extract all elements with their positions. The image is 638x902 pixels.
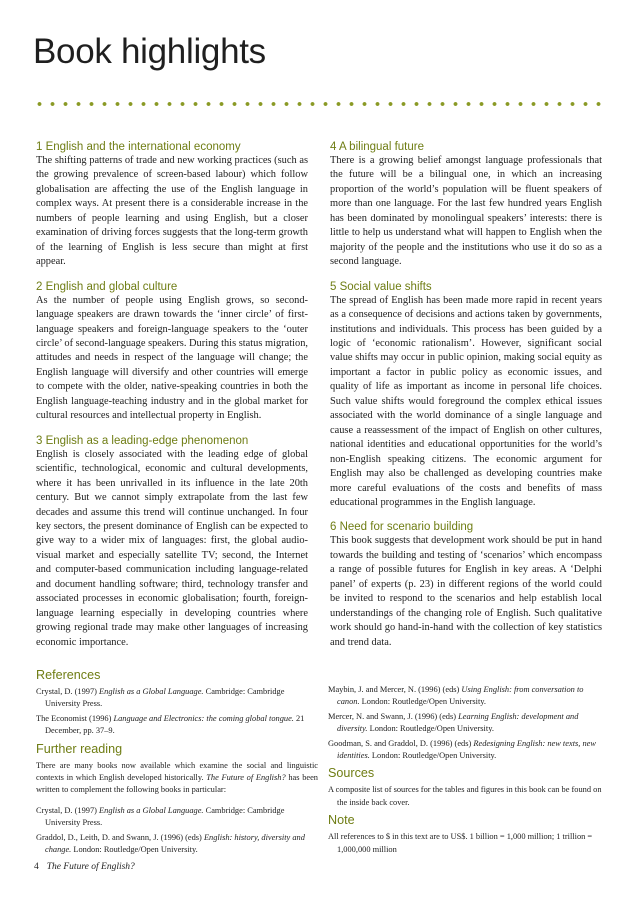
reading-item: Graddol, D., Leith, D. and Swann, J. (1996) (eds) English: history, diversity and change. London: Routledge/Open University. xyxy=(36,832,305,855)
section-body: This book suggests that development work should be put in hand towards the building and testing of ‘scenarios’ which encompass a range of possible futures for English in key areas. A ‘Delphi panel’ of experts (p. 23) in different regions of the world could be invited to respond to the scenarios and help establish local understandings of the changing role of English. Such qualitative work should go hand-in-hand with the collection of key statistics and trend data. xyxy=(330,535,602,648)
page-footer xyxy=(34,861,135,873)
highlights-right-column xyxy=(330,140,602,660)
section-heading: 6 Need for scenario building xyxy=(330,521,474,534)
lower-left-column xyxy=(36,664,318,858)
section-body: As the number of people using English grows, so second-language speakers are drawn towards the ‘inner circle’ of first-language speakers and foreign-language speakers to the ‘outer circle’ of second-language speakers. During this status migration, attitudes and needs in respect of the language will change; the English language will diversify and other countries will emerge to compete with the older, native-speaking countries in both the English language-teaching industry and in the global market for cultural resources and intellectual property in English. xyxy=(36,294,308,422)
page-number: 4 xyxy=(34,862,39,872)
reference-item: Crystal, D. (1997) English as a Global Language. Cambridge: Cambridge University Press. xyxy=(36,687,285,709)
further-reading-intro: There are many books now available which examine the social and linguistic contexts in which English developed historically. The Future of English? has been written to complement the following books in particular: xyxy=(36,760,318,795)
section-body: English is closely associated with the leading edge of global scientific, technological, economic and cultural developments, where it has been unrivalled in its influence in the late 20th century. But we cannot simply extrapolate from the last few decades and assume this trend will continue unchanged. In four key sectors, the present dominance of English can be expected to give way to a wider mix of languages: first, the global audio-visual market and especially satellite TV; second, the Internet and computer-based communication including language-related and document handling software; third, technology transfer and associated processes in economic globalisation; fourth, foreign-language learning especially in developing countries where growing regional trade may make other languages of increasing economic importance. xyxy=(36,448,308,648)
section-heading: 3 English as a leading-edge phenomenon xyxy=(36,434,249,447)
section-heading: 4 A bilingual future xyxy=(330,141,424,153)
sources-heading: Sources xyxy=(328,766,375,781)
reading-item: Crystal, D. (1997) English as a Global Language. Cambridge: Cambridge University Press. xyxy=(36,805,285,828)
page-title: Book highlights xyxy=(33,32,266,71)
reference-item: Mercer, N. and Swann, J. (1996) (eds) Learning English: development and diversity. London: Routledge/Open University. xyxy=(328,711,579,734)
section-heading: 2 English and global culture xyxy=(36,280,178,293)
note-text: All references to $ in this text are to US$. 1 billion = 1,000 million; 1 trillion = 1,000,000 million xyxy=(328,832,593,854)
lower-right-column xyxy=(328,684,604,858)
highlight-section-4 xyxy=(330,140,602,270)
note-heading: Note xyxy=(328,813,355,828)
section-heading: 5 Social value shifts xyxy=(330,280,432,293)
section-body: The spread of English has been made more rapid in recent years as a consequence of decisions and actions taken by governments, institutions and individuals. This process has been guided by a logic of ‘economic rationalism’. However, significant social value shifts may occur in public opinion, making social equity as important a factor in public policy as economic issues, and quality of life as important as income in personal life choices. Such value shifts would foreground the complex ethical issues associated with the world dominance of a single language and cause a reassessment of the impact of English on other cultures, national identities and educational opportunities for the world’s non-English speaking citizens. The economic argument for English may also be challenged as developing countries make more careful evaluations of the costs and benefits of mass educational programmes in the English language. xyxy=(330,294,602,508)
section-body: There is a growing belief amongst language professionals that the future will be a bilingual one, in which an increasing proportion of the world’s population will be fluent speakers of more than one language. For the last few hundred years English has been dominated by monolingual speakers’ interests: there is little to help us understand what will happen to English when the majority of the people and the institutions who use it do so as a second language. xyxy=(330,155,602,268)
highlight-section-5 xyxy=(330,280,602,511)
highlights-left-column xyxy=(36,140,308,660)
sources-text: A composite list of sources for the tables and figures in this book can be found on the inside back cover. xyxy=(328,785,602,807)
highlight-section-1 xyxy=(36,140,308,270)
references-heading: References xyxy=(36,668,101,682)
further-reading-heading: Further reading xyxy=(36,741,123,756)
highlight-section-6 xyxy=(330,520,602,650)
section-body: The shifting patterns of trade and new working practices (such as the growing prevalence of screen-based labour) which follow globalisation are affecting the use of the English language in complex ways. At present there is a considerable increase in the numbers of people learning and using English, but a closer examination of driving forces suggests that the long-term growth of the learning of English is less secure than might at first appear. xyxy=(36,155,308,268)
dotted-divider xyxy=(33,100,605,108)
reference-item: The Economist (1996) Language and Electronics: the coming global tongue. 21 December, pp. 37–9. xyxy=(36,713,305,736)
running-title: The Future of English? xyxy=(46,862,135,872)
section-heading: 1 English and the international economy xyxy=(36,141,241,153)
reference-item: Maybin, J. and Mercer, N. (1996) (eds) Using English: from conversation to canon. London: Routledge/Open University. xyxy=(328,685,584,707)
highlight-section-3 xyxy=(36,434,308,650)
highlight-section-2 xyxy=(36,280,308,424)
reference-item: Goodman, S. and Graddol, D. (1996) (eds) Redesigning English: new texts, new identities. London: Routledge/Open University. xyxy=(328,738,596,761)
